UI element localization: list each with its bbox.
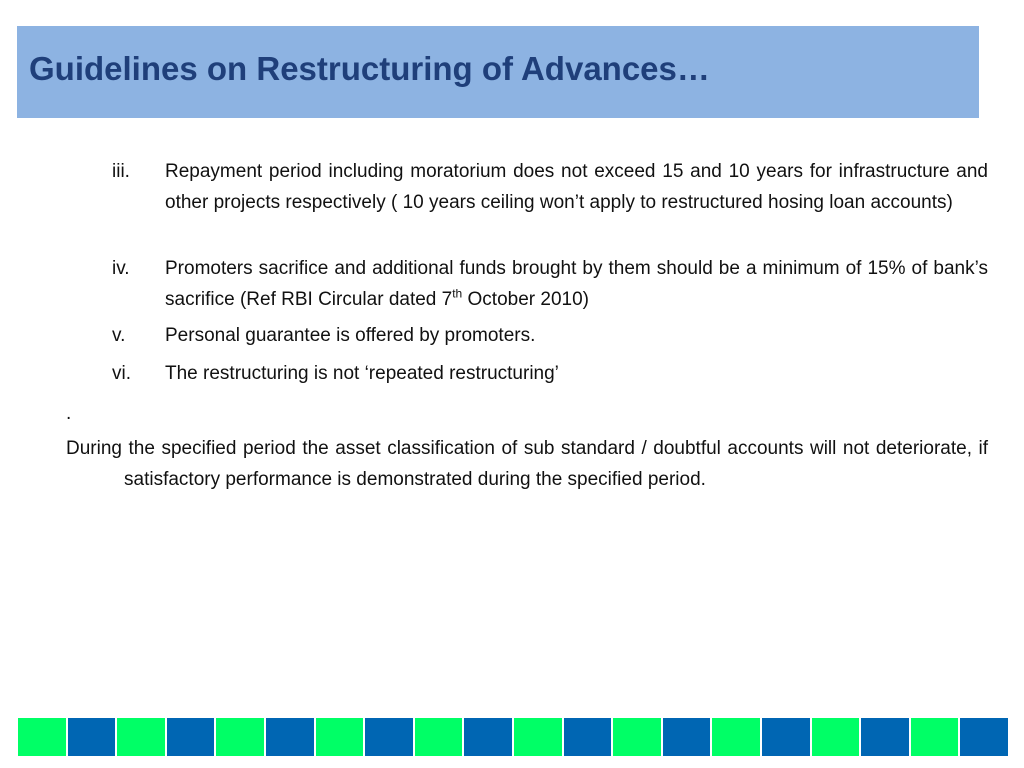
list-item-number: v. xyxy=(112,325,126,346)
separator-dot: . xyxy=(66,403,72,424)
list-item-number: iii. xyxy=(112,161,130,182)
footer-tile xyxy=(365,718,415,756)
footer-tile-strip xyxy=(18,718,1008,756)
list-item xyxy=(112,358,988,389)
footer-tile xyxy=(415,718,465,756)
list-item-text: Repayment period including moratorium does not exceed 15 and 10 years for infrastructure and other projects respectively ( 10 years ceiling won’t apply to restructured hosing loan accounts) xyxy=(165,161,988,213)
footer-tile xyxy=(762,718,812,756)
footer-tile xyxy=(861,718,911,756)
superscript: th xyxy=(452,286,463,301)
list-item-text: The restructuring is not ‘repeated restructuring’ xyxy=(165,363,559,384)
list-item-number: vi. xyxy=(112,363,131,384)
list-item-number: iv. xyxy=(112,258,130,279)
footer-tile xyxy=(911,718,961,756)
footer-tile xyxy=(117,718,167,756)
footer-tile xyxy=(266,718,316,756)
list-item xyxy=(112,320,988,351)
footer-tile xyxy=(18,718,68,756)
title-banner xyxy=(17,26,979,118)
list-item-text-start: Promoters sacrifice and additional funds brought by them should be a minimum of 15% of bank’s sacrifice (Ref RBI Circular dated 7 xyxy=(165,258,988,310)
footer-tile xyxy=(960,718,1008,756)
footer-tile xyxy=(712,718,762,756)
footer-tile xyxy=(514,718,564,756)
list-item xyxy=(112,156,988,218)
footer-tile xyxy=(613,718,663,756)
footer-tile xyxy=(464,718,514,756)
footer-tile xyxy=(564,718,614,756)
list-item xyxy=(112,253,988,315)
footer-tile xyxy=(316,718,366,756)
slide-title: Guidelines on Restructuring of Advances… xyxy=(29,50,710,87)
footer-tile xyxy=(812,718,862,756)
footer-tile xyxy=(167,718,217,756)
list-item-text-end: October 2010) xyxy=(462,289,589,310)
footer-tile xyxy=(216,718,266,756)
footer-tile xyxy=(68,718,118,756)
body-paragraph: During the specified period the asset classification of sub standard / doubtful accounts will not deteriorate, if satisfactory performance is demonstrated during the specified period. xyxy=(66,438,988,490)
list-item-text: Personal guarantee is offered by promoters. xyxy=(165,325,536,346)
list-item-text xyxy=(165,253,988,315)
footer-tile xyxy=(663,718,713,756)
